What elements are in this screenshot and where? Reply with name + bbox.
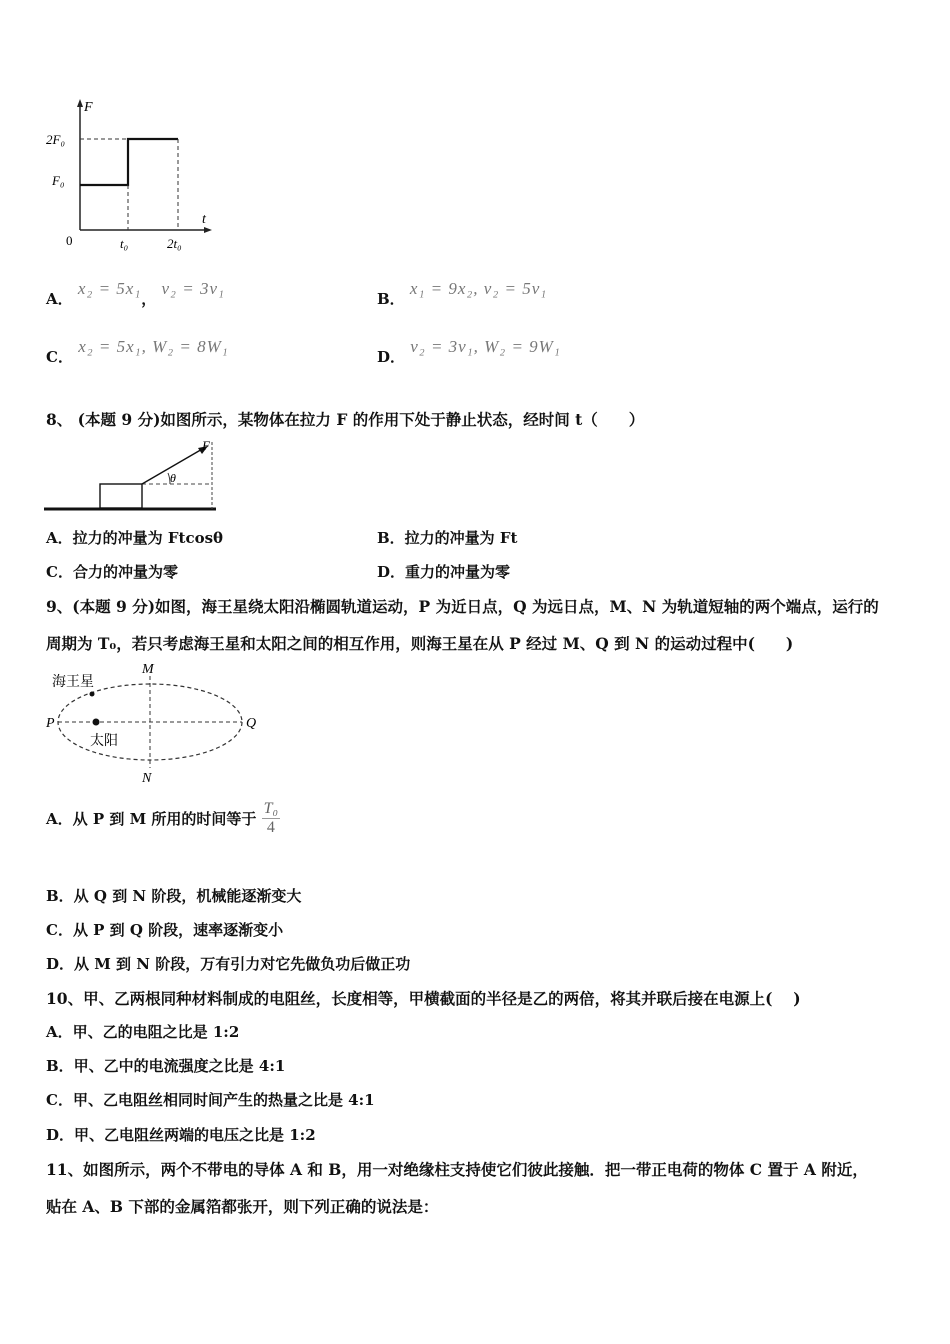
q7-option-a [46, 279, 225, 309]
q8-option-b: B．拉力的冲量为 Ft [377, 529, 518, 547]
q10-stem: 10、甲、乙两根同种材料制成的电阻丝，长度相等，甲横截面的半径是乙的两倍，将其并联后接在电源上( ) [46, 989, 801, 1008]
q9-q-label: Q [246, 716, 257, 731]
q8-option-d: D．重力的冲量为零 [377, 563, 511, 581]
q7-option-b-letter: B． [377, 290, 405, 308]
q10-option-c: C．甲、乙电阻丝相同时间产生的热量之比是 4:1 [46, 1091, 375, 1109]
q9-fraction-denominator: 4 [266, 819, 275, 836]
y-tick-2f0: 2F₀ [46, 132, 65, 147]
f-axis-label: F [84, 100, 93, 115]
q9-p-label: P [46, 716, 55, 731]
t-axis-label: t [202, 212, 206, 227]
q9-option-a-text: A．从 P 到 M 所用的时间等于 [46, 810, 257, 828]
q8-stem: 8、 (本题 9 分)如图所示，某物体在拉力 F 的作用下处于静止状态，经时间 t（ ） [46, 410, 645, 429]
x-tick-2t0: 2t₀ [167, 236, 182, 251]
q8-force-label: F [202, 438, 210, 453]
q11-stem-line1: 11、如图所示，两个不带电的导体 A 和 B，用一对绝缘柱支持使它们彼此接触．把一带正电荷的物体 C 置于 A 附近， [46, 1160, 868, 1179]
q7-option-d [377, 337, 561, 367]
q11-stem-line2: 贴在 A、B 下部的金属箔都张开，则下列正确的说法是： [46, 1197, 439, 1216]
q9-option-a-fraction [262, 800, 280, 837]
q7-option-b-formula: x₁ = 9x₂, v₂ = 5v₁ [409, 279, 548, 298]
q7-option-c [46, 337, 229, 367]
q9-option-d: D．从 M 到 N 阶段，万有引力对它先做负功后做正功 [46, 955, 411, 973]
q10-option-d: D．甲、乙电阻丝两端的电压之比是 1:2 [46, 1126, 316, 1144]
q9-m-label: M [142, 662, 154, 677]
q7-option-b [377, 279, 548, 309]
q7-option-a-letter: A． [46, 290, 73, 308]
q7-option-c-formula: x₂ = 5x₁, W₂ = 8W₁ [78, 337, 229, 356]
q9-neptune-label: 海王星 [52, 675, 94, 690]
q8-figure [44, 436, 224, 516]
q7-option-c-letter: C． [46, 348, 73, 366]
q7-option-d-letter: D． [377, 348, 406, 366]
q9-option-a [46, 800, 280, 837]
q9-stem-line2: 周期为 T₀，若只考虑海王星和太阳之间的相互作用，则海王星在从 P 经过 M、Q 到 N 的运动过程中( ) [46, 634, 794, 653]
q7-option-d-formula: v₂ = 3v₁, W₂ = 9W₁ [410, 337, 561, 356]
q9-n-label: N [142, 771, 152, 785]
q8-angle-label: θ [170, 471, 176, 485]
origin-label: 0 [66, 233, 73, 248]
q10-option-a: A．甲、乙的电阻之比是 1:2 [46, 1023, 240, 1041]
force-time-graph [40, 95, 220, 260]
q7-option-a-sep: ， [141, 290, 157, 308]
q8-option-a: A．拉力的冲量为 Ftcosθ [46, 529, 224, 547]
q7-option-a-formula: x₂ = 5x₁ [77, 279, 142, 298]
q9-option-c: C．从 P 到 Q 阶段，速率逐渐变小 [46, 921, 284, 939]
q9-orbit-figure [44, 660, 264, 785]
q9-stem-line1: 9、(本题 9 分)如图，海王星绕太阳沿椭圆轨道运动，P 为近日点，Q 为远日点，M、N 为轨道短轴的两个端点，运行的 [46, 597, 879, 616]
q9-option-b: B．从 Q 到 N 阶段，机械能逐渐变大 [46, 887, 302, 905]
q8-option-c: C．合力的冲量为零 [46, 563, 178, 581]
y-tick-f0: F₀ [52, 173, 65, 188]
q9-fraction-numerator: T₀ [263, 800, 279, 817]
q7-option-a-formula2: v₂ = 3v₁ [161, 279, 225, 298]
x-tick-t0: t₀ [120, 236, 129, 251]
q10-option-b: B．甲、乙中的电流强度之比是 4:1 [46, 1057, 286, 1075]
q9-sun-label: 太阳 [90, 734, 118, 749]
